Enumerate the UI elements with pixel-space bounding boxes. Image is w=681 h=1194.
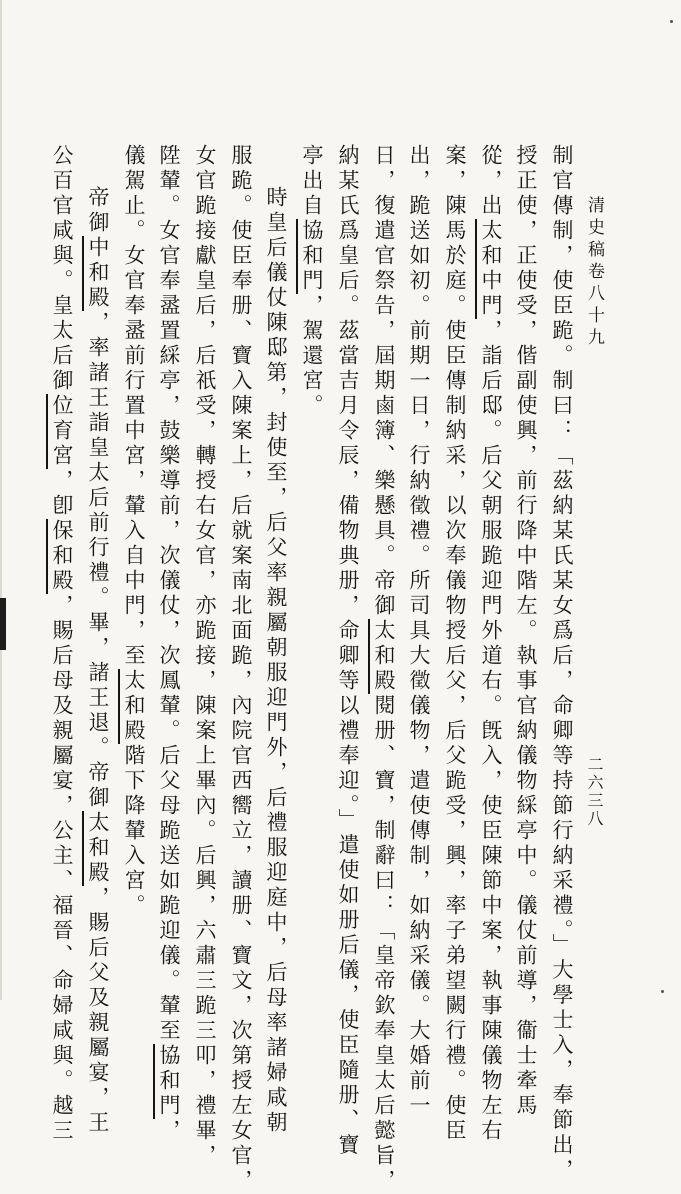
text-column bbox=[83, 144, 113, 1136]
text-column bbox=[47, 144, 77, 1144]
text-run: 閱册、寶，制辭曰：「皇帝欽奉皇太后懿旨， bbox=[372, 694, 396, 1194]
proper-name: 協和門 bbox=[157, 1044, 181, 1119]
proper-name: 太和殿 bbox=[86, 811, 110, 886]
text-column bbox=[440, 144, 470, 1144]
text-run: 陞輦。女官奉盝置綵亭，鼓樂導前，次儀仗，次鳳輦。后父母跪送如跪迎儀。輦至 bbox=[157, 144, 181, 1044]
proper-name: 太和殿 bbox=[122, 669, 146, 744]
text-run: 日，復遣官祭告，屆期鹵簿、樂懸具。帝御 bbox=[372, 144, 396, 619]
text-column bbox=[297, 144, 327, 974]
text-run: ，卽 bbox=[50, 469, 74, 519]
proper-name: 保和殿 bbox=[50, 519, 74, 594]
text-column bbox=[190, 144, 220, 1169]
running-head-title: 清史稿卷八十九 bbox=[584, 196, 604, 350]
text-run: 公百官咸與。皇太后御 bbox=[50, 144, 74, 394]
text-run: 從，出 bbox=[479, 144, 503, 219]
text-column bbox=[119, 144, 149, 974]
text-run: 女官跪接獻皇后，后祇受，轉授右女官，亦跪接，陳案上畢內。后興，六肅三跪三叩，禮畢， bbox=[193, 144, 217, 1169]
text-run: 制官傳制，使臣跪。制曰：「茲納某氏某女爲后，命卿等持節行納采禮。」大學士入，奉節出， bbox=[550, 144, 574, 1184]
margin-mark bbox=[0, 598, 6, 650]
scan-edge bbox=[0, 0, 2, 1000]
text-run: 時皇后儀仗陳邸第，封使至，后父率親屬朝服迎門外，后禮服迎庭中，后母率諸婦咸朝 bbox=[264, 186, 288, 1136]
text-run: 授正使，正使受，偕副使興，前行降中階左。執事官納儀物綵亭中。儀仗前導，衞士牽馬 bbox=[514, 144, 538, 1119]
text-run: 階下降輦入宮。 bbox=[122, 744, 146, 919]
text-run: 案，陳馬於庭。使臣傳制納采，以次奉儀物授后父，后父跪受，興，率子弟望闕行禮。使臣 bbox=[443, 144, 467, 1144]
scan-speck bbox=[661, 990, 664, 993]
text-column bbox=[261, 144, 291, 1136]
text-run: ，詣后邸。后父朝服跪迎門外道右。旣入，使臣陳節中案，執事陳儀物左右 bbox=[479, 319, 503, 1144]
text-run: ，賜后父及親屬宴，王 bbox=[86, 886, 110, 1136]
proper-name: 太和中門 bbox=[479, 219, 503, 319]
proper-name: 位育宮 bbox=[50, 394, 74, 469]
proper-name: 太和殿 bbox=[372, 619, 396, 694]
text-run: 納某氏爲皇后。茲當吉月令辰，備物典册，命卿等以禮奉迎。」遣使如册后儀，使臣隨册、寶 bbox=[336, 144, 360, 1159]
text-run: 帝御 bbox=[86, 186, 110, 236]
text-column bbox=[511, 144, 541, 1119]
text-run: ，駕還宮。 bbox=[300, 294, 324, 419]
scan-speck bbox=[670, 20, 673, 23]
text-column bbox=[154, 144, 184, 1144]
text-run: 出，跪送如初。前期一日，行納徵禮。所司具大徵儀物，遣使傳制，如納采儀。大婚前一 bbox=[407, 144, 431, 1119]
text-run: 服跪。使臣奉册、寶入陳案上，后就案南北面跪，內院官西嚮立，讀册、寶文，次第授左女官， bbox=[229, 144, 253, 1194]
page-number: 二六三八 bbox=[585, 756, 604, 828]
text-column bbox=[369, 144, 399, 1194]
text-run: ， bbox=[157, 1119, 181, 1144]
text-column bbox=[547, 144, 577, 1184]
text-run: 亭出自 bbox=[300, 144, 324, 219]
text-column bbox=[333, 144, 363, 1159]
text-run: ，率諸王詣皇太后前行禮。畢，諸王退。帝御 bbox=[86, 311, 110, 811]
proper-name: 協和門 bbox=[300, 219, 324, 294]
text-run: 儀駕止。女官奉盝前行置中宮，輦入自中門，至 bbox=[122, 144, 146, 669]
text-column bbox=[404, 144, 434, 1119]
proper-name: 中和殿 bbox=[86, 236, 110, 311]
text-column bbox=[226, 144, 256, 1194]
text-column bbox=[476, 144, 506, 1144]
text-run: ，賜后母及親屬宴，公主、福晉、命婦咸與。越三 bbox=[50, 594, 74, 1144]
